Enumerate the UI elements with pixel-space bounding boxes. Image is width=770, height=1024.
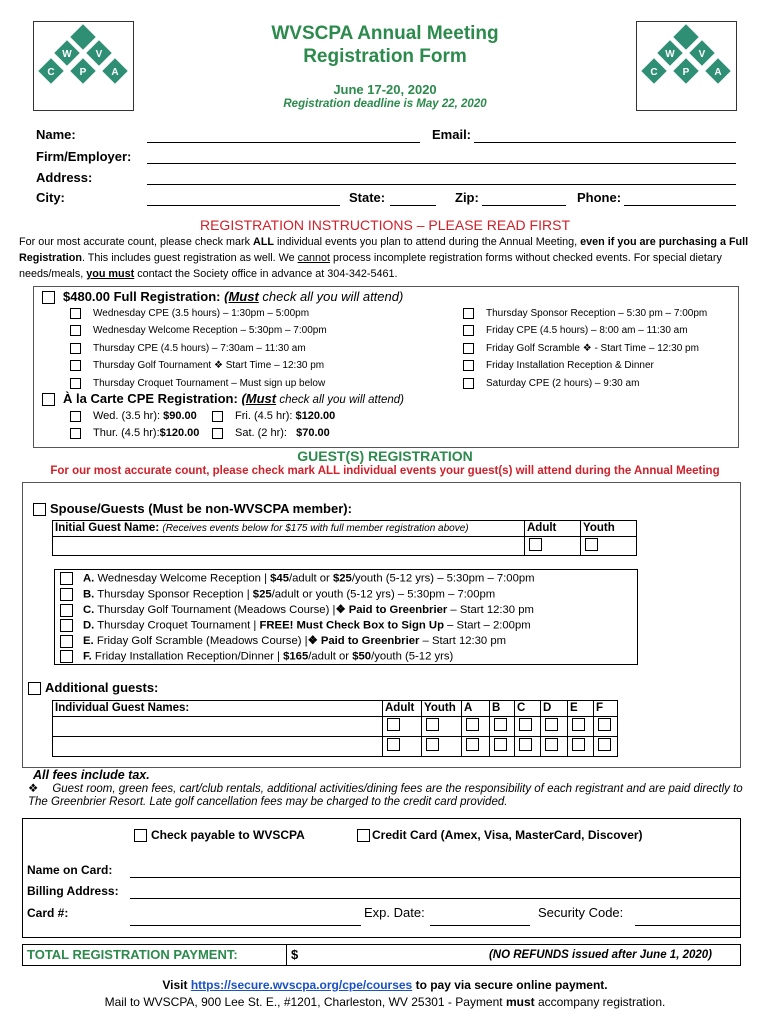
guest-check-cell [540, 716, 568, 737]
diamond-icon: ❖ [28, 783, 39, 795]
initial-youth-checkbox[interactable] [585, 538, 598, 551]
checkbox[interactable] [463, 325, 474, 336]
guest-event-b[interactable]: B. Thursday Sponsor Reception | $25/adult or youth (5-12 yrs) – 5:30pm – 7:00pm [60, 588, 495, 601]
logo-letter: W [665, 49, 675, 60]
wvscpa-logo-icon [637, 22, 736, 110]
footer-visit: Visit https://secure.wvscpa.org/cpe/courses to pay via secure online payment. [162, 978, 608, 992]
logo-letter: V [698, 49, 706, 60]
guest-event-checkbox[interactable] [572, 718, 585, 731]
phone-field[interactable] [624, 205, 736, 206]
guest-check-cell [593, 716, 618, 737]
initial-adult-header: Adult [524, 520, 581, 537]
guest-event-checkbox[interactable] [598, 738, 611, 751]
full-event-right-3[interactable]: Friday Installation Reception & Dinner [463, 360, 654, 371]
footer-mail: Mail to WVSCPA, 900 Lee St. E., #1201, Charleston, WV 25301 - Payment must accompany registration. [104, 995, 666, 1009]
checkbox[interactable] [212, 428, 223, 439]
initial-guest-name-input[interactable] [52, 536, 525, 556]
name-field[interactable] [147, 142, 420, 143]
guest-event-checkbox[interactable] [387, 738, 400, 751]
checkbox[interactable] [70, 325, 81, 336]
guest-event-checkbox[interactable] [519, 718, 532, 731]
fees-title: All fees include tax. [33, 768, 150, 782]
name-label: Name: [36, 127, 76, 142]
checkbox[interactable] [463, 378, 474, 389]
logo-letter: C [47, 67, 55, 78]
col-c: C [514, 700, 541, 717]
fees-note: ❖ Guest room, green fees, cart/club rentals, additional activities/dining fees are the responsibility of each registrant and are paid directly to The Greenbrier Resort. Late golf cancellation fees may be charged to the credit card provided. [28, 783, 743, 808]
logo-letter: A [111, 67, 119, 78]
col-a: A [461, 700, 490, 717]
col-b: B [489, 700, 515, 717]
guest-event-checkbox[interactable] [494, 738, 507, 751]
firm-label: Firm/Employer: [36, 149, 132, 164]
credit-card-option[interactable]: Credit Card (Amex, Visa, MasterCard, Discover) [357, 828, 643, 842]
full-event-left-0[interactable]: Wednesday CPE (3.5 hours) – 1:30pm – 5:00pm [70, 308, 309, 319]
check-payment-checkbox[interactable] [134, 829, 147, 842]
card-number-label: Card #: [27, 906, 69, 920]
full-event-left-1[interactable]: Wednesday Welcome Reception – 5:30pm – 7:00pm [70, 325, 327, 336]
guest-event-checkbox[interactable] [545, 718, 558, 731]
security-code-label: Security Code: [538, 905, 624, 920]
guest-check-cell [593, 736, 618, 757]
initial-adult-cell [524, 536, 581, 556]
credit-card-checkbox[interactable] [357, 829, 370, 842]
zip-field[interactable] [482, 205, 566, 206]
guest-event-checkbox[interactable] [387, 718, 400, 731]
guest-event-checkbox[interactable] [466, 718, 479, 731]
additional-guests-checkbox[interactable] [28, 682, 41, 695]
guest-event-checkbox[interactable] [494, 718, 507, 731]
checkbox[interactable] [70, 428, 81, 439]
checkbox[interactable] [60, 635, 73, 648]
guest-event-a[interactable]: A. Wednesday Welcome Reception | $45/adult or $25/youth (5-12 yrs) – 5:30pm – 7:00pm [60, 572, 535, 585]
spouse-checkbox[interactable] [33, 503, 46, 516]
checkbox[interactable] [70, 378, 81, 389]
alacarte-wed[interactable]: Wed. (3.5 hr): $90.00 [70, 410, 197, 422]
checkbox[interactable] [212, 411, 223, 422]
checkbox[interactable] [60, 572, 73, 585]
checkbox[interactable] [70, 411, 81, 422]
checkbox[interactable] [70, 360, 81, 371]
name-on-card-field[interactable] [130, 877, 741, 878]
checkbox[interactable] [463, 308, 474, 319]
security-code-field[interactable] [635, 925, 741, 926]
alacarte-thu[interactable]: Thur. (4.5 hr):$120.00 [70, 427, 199, 439]
registration-deadline: Registration deadline is May 22, 2020 [283, 98, 487, 110]
guest-event-e[interactable]: E. Friday Golf Scramble (Meadows Course) |❖ Paid to Greenbrier – Start 12:30 pm [60, 634, 506, 648]
alacarte-fri[interactable]: Fri. (4.5 hr): $120.00 [212, 410, 335, 422]
guest-event-checkbox[interactable] [426, 718, 439, 731]
logo-letter: V [95, 49, 103, 60]
initial-youth-header: Youth [580, 520, 637, 537]
guest-event-checkbox[interactable] [572, 738, 585, 751]
col-f: F [593, 700, 618, 717]
guest-event-checkbox[interactable] [598, 718, 611, 731]
exp-date-label: Exp. Date: [364, 905, 425, 920]
checkbox[interactable] [70, 343, 81, 354]
guest-check-cell [382, 736, 422, 757]
check-payment-option[interactable]: Check payable to WVSCPA [134, 828, 305, 842]
total-label-cell: TOTAL REGISTRATION PAYMENT: [22, 944, 287, 966]
state-label: State: [349, 190, 386, 205]
additional-guests-header: Additional guests: [28, 680, 158, 695]
initial-guest-name-header: Initial Guest Name: (Receives events below for $175 with full member registration above) [52, 520, 525, 537]
guest-event-checkbox[interactable] [545, 738, 558, 751]
email-field[interactable] [474, 142, 736, 143]
instructions-heading: REGISTRATION INSTRUCTIONS – PLEASE READ FIRST [199, 217, 570, 233]
phone-label: Phone: [577, 190, 622, 205]
secure-payment-link[interactable]: https://secure.wvscpa.org/cpe/courses [190, 978, 413, 992]
logo-letter: A [714, 67, 722, 78]
full-event-right-2[interactable]: Friday Golf Scramble ❖ - Start Time – 12:30 pm [463, 343, 699, 354]
alacarte-sat[interactable]: Sat. (2 hr): $70.00 [212, 427, 330, 439]
address-label: Address: [36, 170, 93, 185]
zip-label: Zip: [455, 190, 479, 205]
guest-check-cell [567, 736, 594, 757]
guest-check-cell [567, 716, 594, 737]
title-line2: Registration Form [303, 46, 467, 67]
full-event-left-2[interactable]: Thursday CPE (4.5 hours) – 7:30am – 11:30 am [70, 343, 306, 354]
city-label: City: [36, 190, 65, 205]
logo-right [636, 21, 737, 111]
logo-letter: P [79, 67, 87, 78]
instructions-text: For our most accurate count, please check mark ALL individual events you plan to attend during the Annual Meeting, even if you are purchasing a Full Registration. This includes guest registration as well. We cannot process incomplete registration forms without checked events. For special dietary needs/meals, you must contact the Society office in advance at 304-342-5461. [19, 236, 749, 280]
guest-name-input-1[interactable] [52, 716, 383, 737]
checkbox[interactable] [60, 650, 73, 663]
guest-check-cell [382, 716, 422, 737]
initial-youth-cell [580, 536, 637, 556]
email-label: Email: [432, 127, 472, 142]
full-event-left-4[interactable]: Thursday Croquet Tournament – Must sign up below [70, 378, 325, 389]
full-event-left-3[interactable]: Thursday Golf Tournament ❖ Start Time – 12:30 pm [70, 360, 324, 371]
logo-letter: W [62, 49, 72, 60]
guest-check-cell [421, 716, 462, 737]
guest-event-c[interactable]: C. Thursday Golf Tournament (Meadows Course) |❖ Paid to Greenbrier – Start 12:30 pm [60, 603, 534, 617]
checkbox[interactable] [463, 343, 474, 354]
total-amount-cell[interactable]: $ (NO REFUNDS issued after June 1, 2020) [286, 944, 741, 966]
guest-name-input-2[interactable] [52, 736, 383, 757]
col-adult: Adult [382, 700, 422, 717]
guest-event-f[interactable]: F. Friday Installation Reception/Dinner | $165/adult or $50/youth (5-12 yrs) [60, 650, 453, 663]
guest-event-checkbox[interactable] [426, 738, 439, 751]
logo-letter: P [682, 67, 690, 78]
guest-event-checkbox[interactable] [466, 738, 479, 751]
guests-heading: GUEST(S) REGISTRATION [297, 448, 473, 464]
guest-check-cell [514, 736, 541, 757]
alacarte-header: À la Carte CPE Registration: (Must check all you will attend) [42, 391, 404, 406]
checkbox[interactable] [60, 619, 73, 632]
guest-check-cell [461, 716, 490, 737]
address-field[interactable] [147, 184, 736, 185]
wvscpa-logo-icon [34, 22, 133, 110]
full-registration-header: $480.00 Full Registration: (Must check all you will attend) [42, 289, 403, 304]
initial-adult-checkbox[interactable] [529, 538, 542, 551]
col-d: D [540, 700, 568, 717]
logo-letter: C [650, 67, 658, 78]
alacarte-checkbox[interactable] [42, 393, 55, 406]
full-event-right-4[interactable]: Saturday CPE (2 hours) – 9:30 am [463, 378, 639, 389]
guest-check-cell [540, 736, 568, 757]
guest-event-checkbox[interactable] [519, 738, 532, 751]
col-youth: Youth [421, 700, 462, 717]
firm-field[interactable] [147, 163, 736, 164]
full-event-right-1[interactable]: Friday CPE (4.5 hours) – 8:00 am – 11:30 am [463, 325, 688, 336]
state-field[interactable] [390, 205, 436, 206]
full-registration-checkbox[interactable] [42, 291, 55, 304]
individual-names-header: Individual Guest Names: [52, 700, 383, 717]
guest-check-cell [514, 716, 541, 737]
logo-left [33, 21, 134, 111]
checkbox[interactable] [60, 604, 73, 617]
checkbox[interactable] [463, 360, 474, 371]
title-line1: WVSCPA Annual Meeting [271, 23, 499, 44]
card-number-field[interactable] [130, 925, 361, 926]
guest-check-cell [489, 736, 515, 757]
checkbox[interactable] [60, 588, 73, 601]
spouse-guests-header: Spouse/Guests (Must be non-WVSCPA member): [33, 501, 352, 516]
guest-check-cell [461, 736, 490, 757]
full-event-right-0[interactable]: Thursday Sponsor Reception – 5:30 pm – 7:00pm [463, 308, 707, 319]
event-dates: June 17-20, 2020 [333, 82, 437, 97]
col-e: E [567, 700, 594, 717]
guest-check-cell [489, 716, 515, 737]
checkbox[interactable] [70, 308, 81, 319]
city-field[interactable] [147, 205, 340, 206]
billing-address-label: Billing Address: [27, 884, 119, 898]
name-on-card-label: Name on Card: [27, 863, 113, 877]
billing-address-field[interactable] [130, 898, 741, 899]
guest-event-d[interactable]: D. Thursday Croquet Tournament | FREE! Must Check Box to Sign Up – Start – 2:00pm [60, 619, 531, 632]
guests-subheading: For our most accurate count, please check mark ALL individual events your guest(s) will attend during the Annual Meeting [50, 465, 720, 477]
guest-check-cell [421, 736, 462, 757]
exp-date-field[interactable] [430, 925, 530, 926]
